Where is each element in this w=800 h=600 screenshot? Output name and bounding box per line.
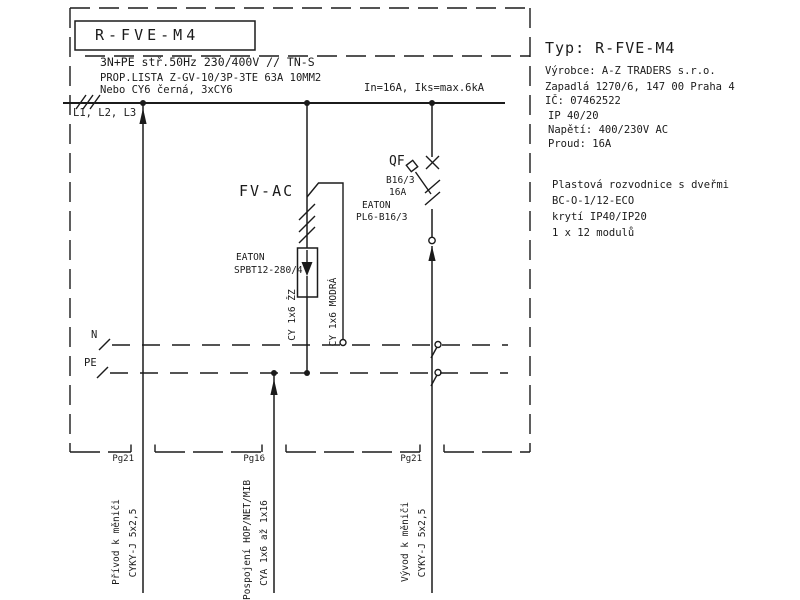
spd-wire-pe-label: CY 1x6 ŽZ [286,289,298,341]
feeder-left-wire [139,103,146,593]
rating-label: In=16A, Iks=max.6kA [364,82,485,94]
n-bus-label: N [91,329,98,341]
breaker-hatch-marks [425,180,440,205]
n-pe-buses [97,339,508,378]
breaker-brand: EATON [362,200,391,211]
gland-right-label: Pg21 [400,454,422,464]
breaker-current: 16A [389,187,407,198]
breaker-model: PL6-B16/3 [356,212,408,223]
bonding-wire [270,370,277,593]
spd-model: SPBT12-280/4 [234,265,303,276]
breaker-ref: QF [389,154,405,169]
info-typ: Typ: R-FVE-M4 [545,39,676,57]
feed-arrow-up [270,379,277,395]
n-slash [99,339,110,350]
info-ic: IČ: 07462522 [545,95,621,107]
enclosure-line4: 1 x 12 modulů [552,227,635,239]
info-adresa: Zapadlá 1270/6, 147 00 Praha 4 [545,81,735,93]
supply-altcable-text: Nebo CY6 černá, 3xCY6 [100,84,233,96]
enclosure-line3: krytí IP40/IP20 [552,211,647,223]
cable-gland-symbols [131,445,444,453]
cable-middle-type: CYA 1x6 až 1x16 [258,500,270,586]
supply-system-text: 3N+PE stř.50Hz 230/400V // TN-S [100,55,315,69]
info-vyrobce: Výrobce: A-Z TRADERS s.r.o. [545,65,716,77]
drawing-title: R-FVE-M4 [95,26,200,44]
enclosure-line1: Plastová rozvodnice s dveřmi [552,179,730,191]
cable-middle-name: Pospojení HOP/NET/MIB [241,479,253,600]
spd-wire-n-label: CY 1x6 MODRÁ [327,277,339,347]
cable-right-type: CYKY-J 5x2,5 [416,508,428,578]
cable-left-name: Přívod k měniči [110,499,122,585]
spd-disconnect-label: FV-AC [239,182,295,200]
breaker-char: B16/3 [386,175,415,186]
gland-middle-label: Pg16 [243,454,265,464]
n-terminal-circle [340,340,346,346]
supply-proplista-text: PROP.LISTA Z-GV-10/3P-3TE 63A 10MM2 [100,72,322,84]
pe-bus-label: PE [84,357,97,369]
spd-brand: EATON [236,252,265,263]
info-proud: Proud: 16A [548,138,612,150]
cable-right-name: Vývod k měniči [399,501,411,583]
breaker-release-square [406,160,417,171]
pe-slash [97,367,108,378]
breaker-terminal-circle [429,237,435,243]
gland-left-label: Pg21 [112,454,134,464]
enclosure-line2: BC-O-1/12-ECO [552,195,635,207]
breaker-contact-cross [426,156,439,169]
feed-arrow-up [139,108,146,124]
info-ip: IP 40/20 [548,110,599,122]
phase-label: L1, L2, L3 [73,107,137,119]
cable-left-type: CYKY-J 5x2,5 [127,508,139,578]
info-napeti: Napětí: 400/230V AC [548,124,669,136]
